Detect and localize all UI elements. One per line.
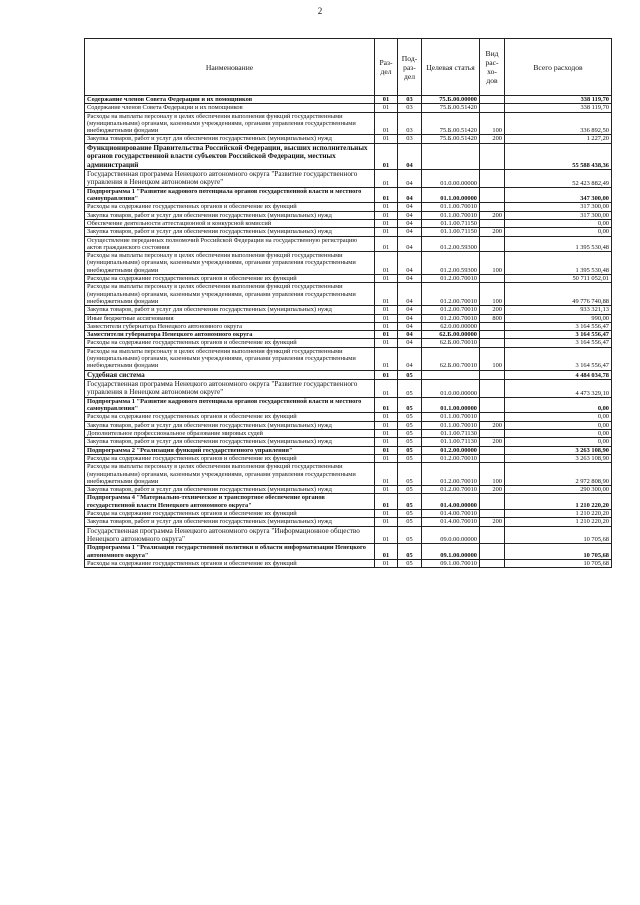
row-target-item: 75.Б.00.51420	[422, 135, 480, 143]
row-subsection: 05	[398, 446, 422, 454]
table-row	[85, 446, 612, 454]
row-section: 01	[375, 339, 398, 347]
row-section: 01	[375, 331, 398, 339]
row-expense-type: 200	[480, 228, 505, 236]
row-expense-type: 100	[480, 112, 505, 135]
row-total: 52 423 882,49	[505, 170, 612, 188]
page-number: 2	[317, 6, 323, 16]
row-target-item: 75.Б.00.00000	[422, 96, 480, 104]
row-name: Расходы на выплаты персоналу в целях обеспечения выполнения функций государственными (муниципальными) органами, казенными учреждениями, органами управления государственными внебюджетными фондами	[85, 283, 375, 306]
table-row	[85, 314, 612, 322]
row-section: 01	[375, 283, 398, 306]
row-target-item: 62.0.00.00000	[422, 322, 480, 330]
header-target-item: Целевая статья	[422, 39, 480, 96]
row-subsection: 03	[398, 135, 422, 143]
row-target-item: 01.2.00.59300	[422, 252, 480, 275]
row-target-item: 01.2.00.70010	[422, 283, 480, 306]
row-target-item: 62.Б.00.70010	[422, 347, 480, 370]
row-total: 317 300,00	[505, 203, 612, 211]
row-expense-type	[480, 370, 505, 379]
row-total: 0,00	[505, 397, 612, 413]
row-section: 01	[375, 314, 398, 322]
row-total: 317 300,00	[505, 211, 612, 219]
row-expense-type	[480, 560, 505, 568]
row-subsection: 04	[398, 143, 422, 169]
row-subsection: 05	[398, 544, 422, 560]
row-subsection: 05	[398, 421, 422, 429]
row-total: 1 395 530,48	[505, 252, 612, 275]
row-total: 50 711 052,01	[505, 275, 612, 283]
row-expense-type	[480, 454, 505, 462]
row-name: Функционирование Правительства Российской Федерации, высших исполнительных органов государственной власти субъектов Российской Федерации, местных администраций	[85, 143, 375, 169]
table-row	[85, 380, 612, 398]
row-total: 1 395 530,48	[505, 236, 612, 252]
row-name: Расходы на содержание государственных органов и обеспечение их функций	[85, 454, 375, 462]
row-name: Обеспечение деятельности аттестационной и конкурсной комиссий	[85, 220, 375, 228]
row-name: Расходы на содержание государственных органов и обеспечение их функций	[85, 510, 375, 518]
row-total: 0,00	[505, 438, 612, 446]
row-total: 990,00	[505, 314, 612, 322]
row-section: 01	[375, 322, 398, 330]
row-expense-type	[480, 397, 505, 413]
table-row	[85, 421, 612, 429]
table-row	[85, 236, 612, 252]
row-target-item: 01.2.00.70010	[422, 454, 480, 462]
row-subsection: 05	[398, 380, 422, 398]
row-target-item: 01.2.00.70010	[422, 275, 480, 283]
row-target-item: 01.2.00.00000	[422, 446, 480, 454]
row-section: 01	[375, 220, 398, 228]
row-target-item: 09.1.00.00000	[422, 544, 480, 560]
row-section: 01	[375, 96, 398, 104]
row-subsection: 05	[398, 454, 422, 462]
header-section: Раз-дел	[375, 39, 398, 96]
row-target-item: 62.Б.00.00000	[422, 331, 480, 339]
row-target-item	[422, 370, 480, 379]
row-target-item: 01.1.00.00000	[422, 187, 480, 203]
row-total: 2 972 808,90	[505, 463, 612, 486]
row-total: 3 263 108,90	[505, 446, 612, 454]
row-expense-type: 200	[480, 486, 505, 494]
row-section: 01	[375, 104, 398, 112]
row-name: Закупка товаров, работ и услуг для обеспечения государственных (муниципальных) нужд	[85, 518, 375, 526]
table-row	[85, 430, 612, 438]
row-subsection: 04	[398, 228, 422, 236]
row-total: 0,00	[505, 413, 612, 421]
row-name: Заместители губернатора Ненецкого автономного округа	[85, 331, 375, 339]
row-subsection: 03	[398, 112, 422, 135]
row-expense-type	[480, 220, 505, 228]
row-section: 01	[375, 446, 398, 454]
row-section: 01	[375, 370, 398, 379]
row-expense-type	[480, 380, 505, 398]
row-section: 01	[375, 211, 398, 219]
row-subsection: 03	[398, 104, 422, 112]
table-row	[85, 560, 612, 568]
row-subsection: 03	[398, 96, 422, 104]
row-total: 347 300,00	[505, 187, 612, 203]
row-name: Государственная программа Ненецкого автономного округа "Информационное общество Ненецкого автономного округа"	[85, 526, 375, 544]
row-subsection: 05	[398, 526, 422, 544]
row-subsection: 05	[398, 486, 422, 494]
table-row	[85, 220, 612, 228]
table-row	[85, 112, 612, 135]
row-expense-type	[480, 275, 505, 283]
row-subsection: 04	[398, 283, 422, 306]
header-name: Наименование	[85, 39, 375, 96]
row-total: 55 588 438,36	[505, 143, 612, 169]
table-row	[85, 283, 612, 306]
table-row	[85, 347, 612, 370]
row-target-item: 62.Б.00.70010	[422, 339, 480, 347]
row-subsection: 04	[398, 220, 422, 228]
header-total: Всего расходов	[505, 39, 612, 96]
table-row	[85, 438, 612, 446]
row-target-item: 01.1.00.71150	[422, 228, 480, 236]
row-subsection: 05	[398, 494, 422, 510]
row-total: 3 164 556,47	[505, 339, 612, 347]
row-expense-type	[480, 187, 505, 203]
row-total: 3 164 556,47	[505, 331, 612, 339]
row-section: 01	[375, 421, 398, 429]
row-total: 338 119,70	[505, 96, 612, 104]
row-section: 01	[375, 135, 398, 143]
row-target-item: 01.4.00.00000	[422, 494, 480, 510]
row-target-item: 01.1.00.70010	[422, 413, 480, 421]
row-subsection: 04	[398, 331, 422, 339]
row-expense-type	[480, 510, 505, 518]
row-subsection: 04	[398, 187, 422, 203]
row-name: Государственная программа Ненецкого автономного округа "Развитие государственного управления в Ненецком автономном округе"	[85, 170, 375, 188]
row-name: Подпрограмма 1 "Развитие кадрового потенциала органов государственной власти и местного самоуправления"	[85, 397, 375, 413]
row-subsection: 05	[398, 463, 422, 486]
row-section: 01	[375, 430, 398, 438]
row-name: Подпрограмма 4 "Материально-техническое и транспортное обеспечение органов государственной власти Ненецкого автономного округа"	[85, 494, 375, 510]
row-target-item: 75.Б.00.51420	[422, 112, 480, 135]
row-expense-type: 200	[480, 306, 505, 314]
row-target-item: 01.2.00.70010	[422, 463, 480, 486]
row-total: 10 705,68	[505, 560, 612, 568]
row-total: 10 705,68	[505, 526, 612, 544]
row-expense-type	[480, 430, 505, 438]
table-header-row	[85, 39, 612, 96]
row-subsection: 05	[398, 397, 422, 413]
row-name: Закупка товаров, работ и услуг для обеспечения государственных (муниципальных) нужд	[85, 211, 375, 219]
row-section: 01	[375, 306, 398, 314]
row-expense-type	[480, 322, 505, 330]
row-total: 0,00	[505, 228, 612, 236]
table-row	[85, 397, 612, 413]
row-total: 1 210 220,20	[505, 518, 612, 526]
row-expense-type	[480, 236, 505, 252]
row-subsection: 04	[398, 211, 422, 219]
table-row	[85, 463, 612, 486]
row-subsection: 05	[398, 413, 422, 421]
row-target-item: 01.2.00.70010	[422, 486, 480, 494]
row-expense-type	[480, 96, 505, 104]
header-expense-type: Вид рас-хо-дов	[480, 39, 505, 96]
row-total: 4 484 034,78	[505, 370, 612, 379]
row-expense-type: 100	[480, 252, 505, 275]
row-name: Судебная система	[85, 370, 375, 379]
table-row	[85, 454, 612, 462]
row-section: 01	[375, 526, 398, 544]
row-expense-type	[480, 494, 505, 510]
table-row	[85, 413, 612, 421]
row-expense-type	[480, 331, 505, 339]
row-target-item: 01.0.00.00000	[422, 170, 480, 188]
table-row	[85, 306, 612, 314]
row-subsection: 04	[398, 339, 422, 347]
row-total: 290 300,00	[505, 486, 612, 494]
row-subsection: 05	[398, 518, 422, 526]
row-expense-type	[480, 526, 505, 544]
row-subsection: 04	[398, 275, 422, 283]
row-section: 01	[375, 413, 398, 421]
table-row	[85, 331, 612, 339]
row-target-item: 01.4.00.70010	[422, 510, 480, 518]
row-expense-type: 200	[480, 211, 505, 219]
row-name: Расходы на содержание государственных органов и обеспечение их функций	[85, 560, 375, 568]
row-total: 1 210 220,20	[505, 494, 612, 510]
row-section: 01	[375, 454, 398, 462]
row-target-item: 09.1.00.70010	[422, 560, 480, 568]
table-row	[85, 228, 612, 236]
row-expense-type: 100	[480, 463, 505, 486]
table-row	[85, 322, 612, 330]
row-total: 0,00	[505, 220, 612, 228]
row-expense-type	[480, 104, 505, 112]
table-row	[85, 486, 612, 494]
row-name: Расходы на содержание государственных органов и обеспечение их функций	[85, 413, 375, 421]
row-total: 1 227,20	[505, 135, 612, 143]
table-row	[85, 339, 612, 347]
row-section: 01	[375, 438, 398, 446]
row-target-item: 01.2.00.59300	[422, 236, 480, 252]
row-target-item: 01.0.00.00000	[422, 380, 480, 398]
table-row	[85, 518, 612, 526]
row-expense-type	[480, 446, 505, 454]
table-row	[85, 187, 612, 203]
row-subsection: 05	[398, 430, 422, 438]
row-name: Содержание членов Совета Федерации и их помощников	[85, 104, 375, 112]
row-expense-type: 800	[480, 314, 505, 322]
row-section: 01	[375, 518, 398, 526]
row-name: Осуществление переданных полномочий Российской Федерации на государственную регистрацию актов гражданского состояния	[85, 236, 375, 252]
row-section: 01	[375, 112, 398, 135]
row-name: Расходы на содержание государственных органов и обеспечение их функций	[85, 275, 375, 283]
budget-table	[84, 38, 612, 568]
row-section: 01	[375, 347, 398, 370]
row-name: Расходы на содержание государственных органов и обеспечение их функций	[85, 203, 375, 211]
row-total: 933 321,13	[505, 306, 612, 314]
row-target-item: 01.4.00.70010	[422, 518, 480, 526]
row-expense-type: 200	[480, 518, 505, 526]
row-section: 01	[375, 236, 398, 252]
table-row	[85, 494, 612, 510]
row-total: 0,00	[505, 430, 612, 438]
row-section: 01	[375, 560, 398, 568]
row-subsection: 04	[398, 347, 422, 370]
row-target-item: 75.Б.00.51420	[422, 104, 480, 112]
row-name: Заместители губернатора Ненецкого автономного округа	[85, 322, 375, 330]
row-name: Подпрограмма 1 "Реализация государственной политики в области информатизации Ненецкого автономного округа"	[85, 544, 375, 560]
table-row	[85, 252, 612, 275]
table-row	[85, 170, 612, 188]
row-section: 01	[375, 486, 398, 494]
row-total: 4 473 329,10	[505, 380, 612, 398]
row-expense-type	[480, 143, 505, 169]
row-name: Закупка товаров, работ и услуг для обеспечения государственных (муниципальных) нужд	[85, 135, 375, 143]
row-target-item: 01.2.00.70010	[422, 314, 480, 322]
row-total: 3 263 108,90	[505, 454, 612, 462]
row-section: 01	[375, 494, 398, 510]
row-name: Закупка товаров, работ и услуг для обеспечения государственных (муниципальных) нужд	[85, 306, 375, 314]
row-subsection: 05	[398, 438, 422, 446]
row-section: 01	[375, 203, 398, 211]
row-target-item: 01.2.00.70010	[422, 306, 480, 314]
row-section: 01	[375, 544, 398, 560]
row-subsection: 04	[398, 314, 422, 322]
row-section: 01	[375, 252, 398, 275]
row-expense-type: 100	[480, 283, 505, 306]
row-section: 01	[375, 275, 398, 283]
row-expense-type	[480, 413, 505, 421]
row-section: 01	[375, 228, 398, 236]
row-total: 49 776 740,88	[505, 283, 612, 306]
row-name: Иные бюджетные ассигнования	[85, 314, 375, 322]
row-total: 10 705,68	[505, 544, 612, 560]
row-subsection: 05	[398, 510, 422, 518]
table-row	[85, 211, 612, 219]
row-name: Государственная программа Ненецкого автономного округа "Развитие государственного управления в Ненецком автономном округе"	[85, 380, 375, 398]
table-row	[85, 275, 612, 283]
row-target-item: 01.1.00.70010	[422, 203, 480, 211]
row-name: Подпрограмма 2 "Реализация функций государственного управления"	[85, 446, 375, 454]
row-subsection: 04	[398, 306, 422, 314]
row-total: 338 119,70	[505, 104, 612, 112]
row-target-item: 01.1.00.71150	[422, 220, 480, 228]
row-target-item: 01.1.00.70010	[422, 421, 480, 429]
row-name: Закупка товаров, работ и услуг для обеспечения государственных (муниципальных) нужд	[85, 421, 375, 429]
row-name: Расходы на выплаты персоналу в целях обеспечения выполнения функций государственными (муниципальными) органами, казенными учреждениями, органами управления государственными внебюджетными фондами	[85, 112, 375, 135]
table-row	[85, 104, 612, 112]
row-expense-type: 200	[480, 438, 505, 446]
row-name: Расходы на выплаты персоналу в целях обеспечения выполнения функций государственными (муниципальными) органами, казенными учреждениями, органами управления государственными внебюджетными фондами	[85, 463, 375, 486]
row-expense-type: 200	[480, 421, 505, 429]
row-name: Подпрограмма 1 "Развитие кадрового потенциала органов государственной власти и местного самоуправления"	[85, 187, 375, 203]
row-target-item: 01.1.00.71130	[422, 438, 480, 446]
row-subsection: 05	[398, 560, 422, 568]
row-total: 3 164 556,47	[505, 347, 612, 370]
row-name: Расходы на выплаты персоналу в целях обеспечения выполнения функций государственными (муниципальными) органами, казенными учреждениями, органами управления государственными внебюджетными фондами	[85, 252, 375, 275]
row-name: Расходы на выплаты персоналу в целях обеспечения выполнения функций государственными (муниципальными) органами, казенными учреждениями, органами управления государственными внебюджетными фондами	[85, 347, 375, 370]
row-expense-type	[480, 544, 505, 560]
table-row	[85, 96, 612, 104]
row-subsection: 04	[398, 322, 422, 330]
row-expense-type: 100	[480, 347, 505, 370]
row-expense-type	[480, 203, 505, 211]
row-target-item: 01.1.00.00000	[422, 397, 480, 413]
table-row	[85, 203, 612, 211]
row-subsection: 04	[398, 252, 422, 275]
row-total: 0,00	[505, 421, 612, 429]
row-section: 01	[375, 397, 398, 413]
row-expense-type	[480, 339, 505, 347]
row-subsection: 04	[398, 236, 422, 252]
row-total: 3 164 556,47	[505, 322, 612, 330]
row-subsection: 04	[398, 170, 422, 188]
row-name: Закупка товаров, работ и услуг для обеспечения государственных (муниципальных) нужд	[85, 486, 375, 494]
table-row	[85, 544, 612, 560]
row-section: 01	[375, 380, 398, 398]
row-target-item: 01.1.00.71130	[422, 430, 480, 438]
row-section: 01	[375, 510, 398, 518]
row-target-item: 01.1.00.70010	[422, 211, 480, 219]
table-row	[85, 143, 612, 169]
row-name: Расходы на содержание государственных органов и обеспечение их функций	[85, 339, 375, 347]
row-total: 336 892,50	[505, 112, 612, 135]
row-name: Закупка товаров, работ и услуг для обеспечения государственных (муниципальных) нужд	[85, 228, 375, 236]
row-section: 01	[375, 170, 398, 188]
row-name: Содержание членов Совета Федерации и их помощников	[85, 96, 375, 104]
table-row	[85, 135, 612, 143]
row-subsection: 05	[398, 370, 422, 379]
table-row	[85, 370, 612, 379]
row-section: 01	[375, 187, 398, 203]
row-expense-type	[480, 170, 505, 188]
table-row	[85, 510, 612, 518]
row-target-item	[422, 143, 480, 169]
row-expense-type: 200	[480, 135, 505, 143]
row-total: 1 210 220,20	[505, 510, 612, 518]
header-subsection: Под-раз-дел	[398, 39, 422, 96]
row-target-item: 09.0.00.00000	[422, 526, 480, 544]
row-name: Закупка товаров, работ и услуг для обеспечения государственных (муниципальных) нужд	[85, 438, 375, 446]
row-section: 01	[375, 463, 398, 486]
row-section: 01	[375, 143, 398, 169]
row-name: Дополнительное профессиональное образование мировых судей	[85, 430, 375, 438]
row-subsection: 04	[398, 203, 422, 211]
table-row	[85, 526, 612, 544]
